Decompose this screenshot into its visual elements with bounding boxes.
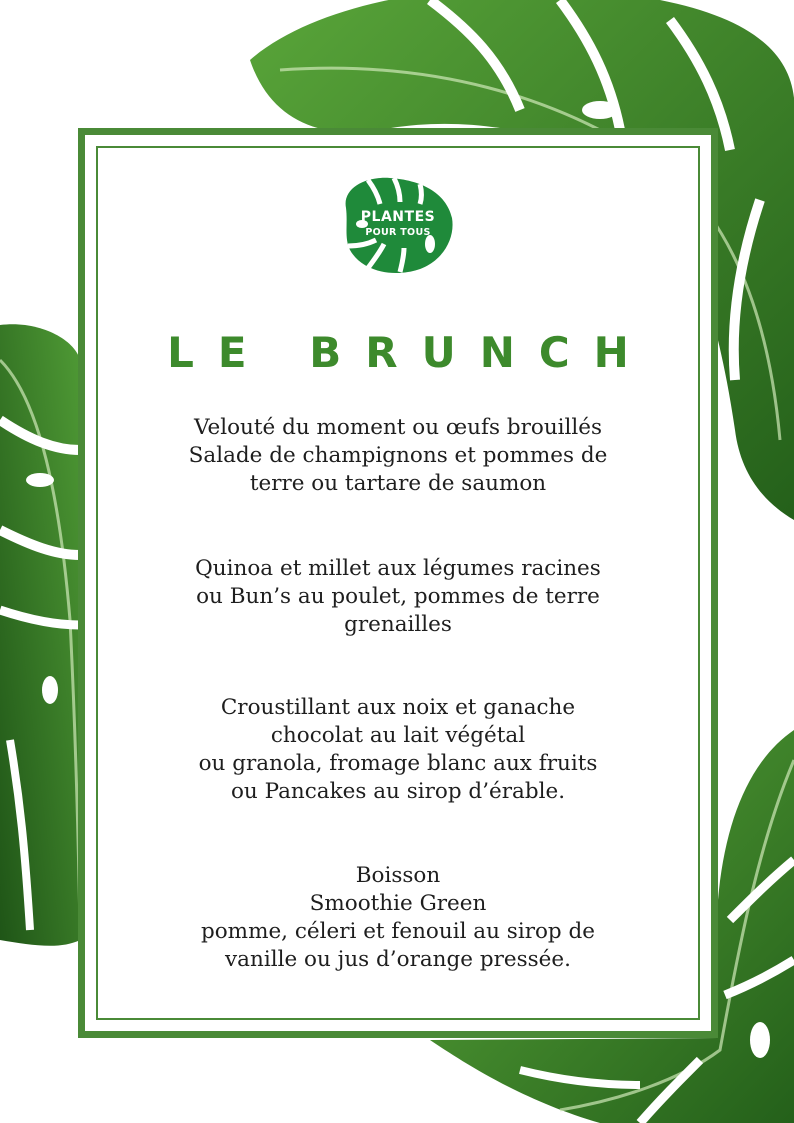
menu-line: grenailles <box>344 612 452 637</box>
menu-line: terre ou tartare de saumon <box>249 471 547 496</box>
leaf-left <box>0 324 80 946</box>
plantes-pour-tous-logo <box>338 172 458 276</box>
menu-line: chocolat au lait végétal <box>270 723 526 748</box>
logo-line-plantes: PLANTES <box>360 209 436 225</box>
menu-line: Velouté du moment ou œufs brouillés <box>193 415 603 440</box>
menu-line: Salade de champignons et pommes de <box>188 443 608 468</box>
menu-title: LE BRUNCH <box>167 328 653 377</box>
menu-line: Smoothie Green <box>309 891 487 916</box>
menu-line: Boisson <box>355 863 441 888</box>
logo-line-pour-tous: POUR TOUS <box>365 227 431 238</box>
menu-section-dessert <box>96 694 700 806</box>
menu-line: ou Pancakes au sirop d’érable. <box>230 779 566 804</box>
menu-line: pomme, céleri et fenouil au sirop de <box>200 919 596 944</box>
menu-line: ou Bun’s au poulet, pommes de terre <box>196 584 600 609</box>
menu-line: Croustillant aux noix et ganache <box>220 695 576 720</box>
menu-section-drink <box>96 862 700 974</box>
menu-section-main <box>96 555 700 639</box>
menu-line: vanille ou jus d’orange pressée. <box>225 947 571 972</box>
menu-section-starter <box>96 414 700 498</box>
menu-line: Quinoa et millet aux légumes racines <box>195 556 601 581</box>
menu-line: ou granola, fromage blanc aux fruits <box>198 751 598 776</box>
